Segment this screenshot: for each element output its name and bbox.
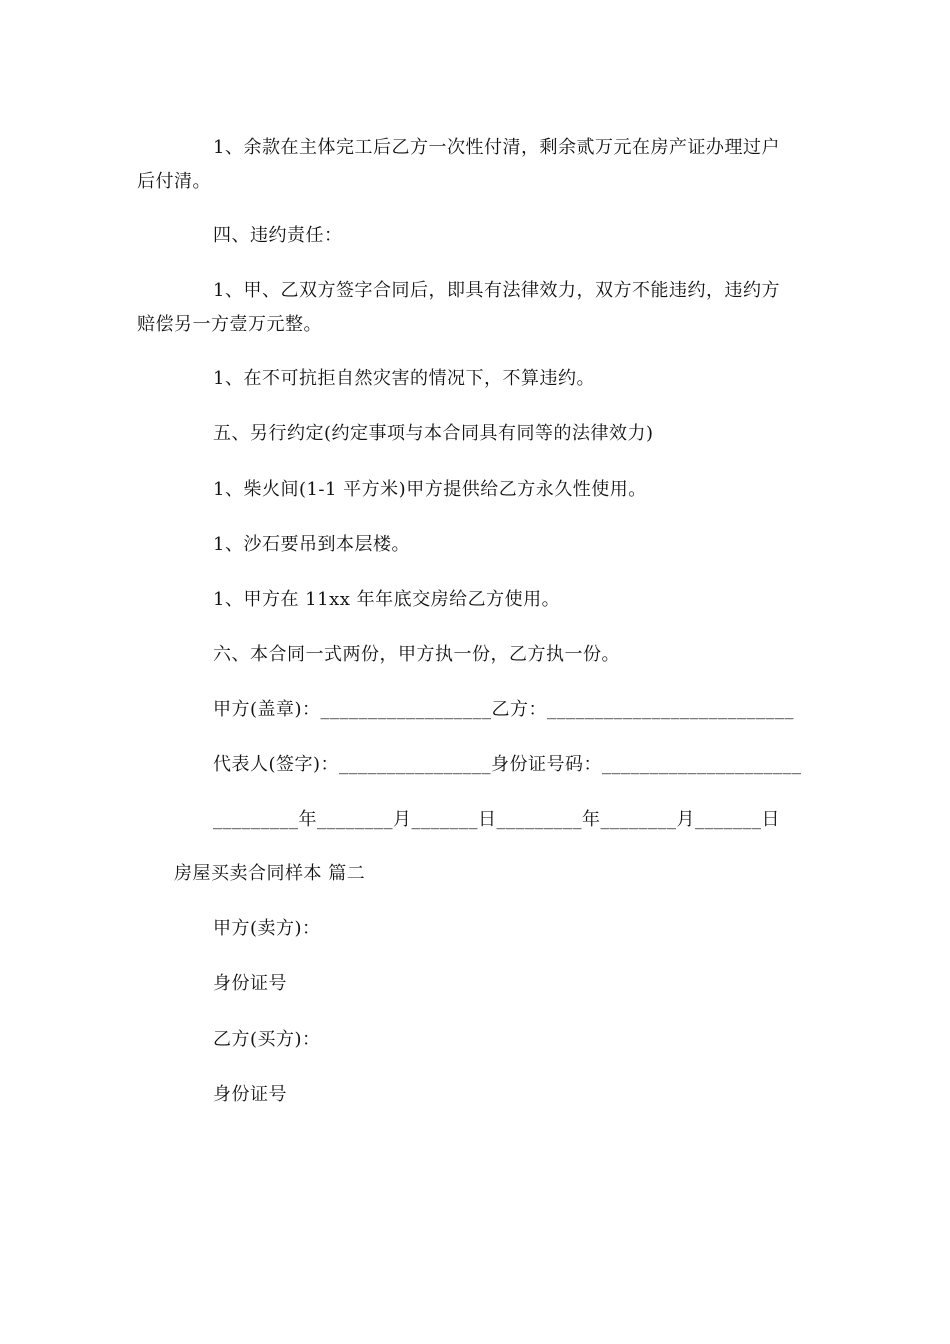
clause-shed: 1、柴火间(1-1 平方米)甲方提供给乙方永久性使用。: [213, 479, 647, 500]
section-heading-breach: 四、违约责任：: [213, 225, 343, 246]
clause-handover: 1、甲方在 11xx 年年底交房给乙方使用。: [213, 589, 561, 610]
seller-id-label: 身份证号: [213, 973, 287, 994]
seller-label: 甲方(卖方)：: [213, 918, 321, 939]
clause-breach-line1: 1、甲、乙双方签字合同后，即具有法律效力，双方不能违约，违约方: [213, 280, 780, 301]
signature-dates: _________年________月_______日_________年________月_______日: [213, 809, 780, 830]
clause-force-majeure: 1、在不可抗拒自然灾害的情况下，不算违约。: [213, 368, 595, 389]
section-copies: 六、本合同一式两份，甲方执一份，乙方执一份。: [213, 644, 620, 665]
buyer-label: 乙方(买方)：: [213, 1029, 321, 1050]
section-heading-other-terms: 五、另行约定(约定事项与本合同具有同等的法律效力): [213, 423, 654, 444]
clause-balance-payment-line1: 1、余款在主体完工后乙方一次性付清，剩余贰万元在房产证办理过户: [213, 137, 780, 158]
clause-breach-line2: 赔偿另一方壹万元整。: [137, 314, 322, 335]
signature-representative: 代表人(签字)：________________身份证号码：_____________________: [213, 754, 802, 775]
signature-parties: 甲方(盖章)：__________________乙方：__________________________: [213, 699, 795, 720]
clause-sand: 1、沙石要吊到本层楼。: [213, 534, 410, 555]
buyer-id-label: 身份证号: [213, 1084, 287, 1105]
part2-title: 房屋买卖合同样本 篇二: [174, 863, 366, 884]
clause-balance-payment-line2: 后付清。: [137, 171, 211, 192]
